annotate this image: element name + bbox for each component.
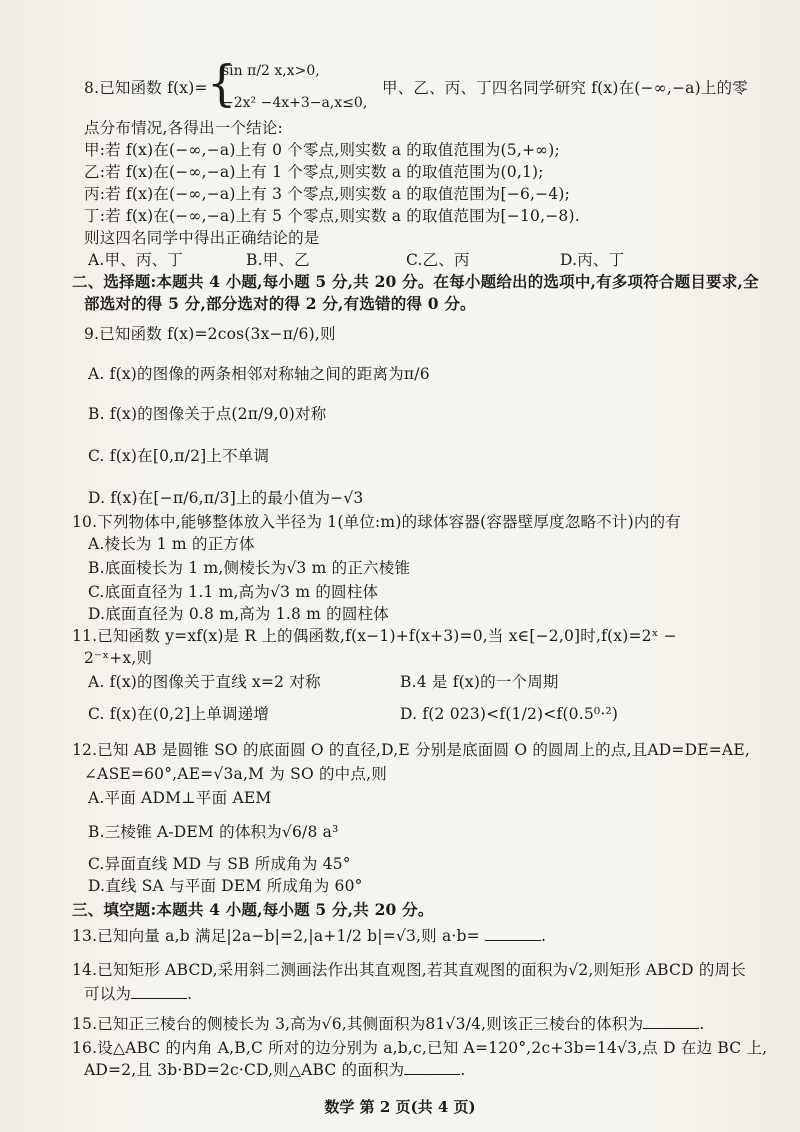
q14-line-2: 可以为 . [84, 985, 193, 1003]
q11-stem-2: 2⁻ˣ+x,则 [84, 649, 153, 667]
q14-answer-blank[interactable] [131, 984, 187, 999]
section-2-heading: 二、选择题:本题共 4 小题,每小题 5 分,共 20 分。在每小题给出的选项中,有多项符合题目要求,全 [72, 272, 759, 291]
q10-option-a: A.棱长为 1 m 的正方体 [88, 535, 255, 553]
q8-option-a: A.甲、丙、丁 [88, 251, 184, 269]
q8-option-c: C.乙、丙 [406, 251, 470, 269]
q16-line-1: 16.设△ABC 的内角 A,B,C 所对的边分别为 a,b,c,已知 A=120°,2c+3b=14√3,点 D 在边 BC 上, [72, 1039, 768, 1057]
q9-option-c: C. f(x)在[0,π/2]上不单调 [88, 447, 270, 465]
q12-option-a: A.平面 ADM⊥平面 AEM [88, 789, 272, 807]
q8-option-b: B.甲、乙 [246, 251, 310, 269]
q13-stem: 13.已知向量 a,b 满足|2a−b|=2,|a+1/2 b|=√3,则 a·b= . [72, 927, 547, 945]
q10-option-b: B.底面棱长为 1 m,侧棱长为√3 m 的正六棱锥 [88, 559, 411, 577]
q8-piece-1: sin π/2 x,x>0, [222, 63, 320, 79]
q12-option-c: C.异面直线 MD 与 SB 所成角为 45° [88, 855, 351, 873]
page-footer: 数学 第 2 页(共 4 页) [324, 1098, 476, 1116]
q14-text: 可以为 [84, 985, 132, 1003]
q9-option-b: B. f(x)的图像关于点(2π/9,0)对称 [88, 405, 327, 423]
q8-option-d: D.丙、丁 [560, 251, 625, 269]
q15-answer-blank[interactable] [643, 1014, 699, 1029]
q8-piece-2: −2x² −4x+3−a,x≤0, [222, 95, 368, 111]
q9-option-d: D. f(x)在[−π/6,π/3]上的最小值为−√3 [88, 489, 364, 507]
q9-stem: 9.已知函数 f(x)=2cos(3x−π/6),则 [84, 325, 336, 343]
q8-yi: 乙:若 f(x)在(−∞,−a)上有 1 个零点,则实数 a 的取值范围为(0,1); [84, 163, 544, 181]
q8-ding: 丁:若 f(x)在(−∞,−a)上有 5 个零点,则实数 a 的取值范围为[−10,−8). [84, 207, 580, 225]
q8-stem-a: 8.已知函数 f(x)= [84, 79, 208, 97]
q14-line-1: 14.已知矩形 ABCD,采用斜二测画法作出其直观图,若其直观图的面积为√2,则矩形 ABCD 的周长 [72, 961, 746, 979]
q13-answer-blank[interactable] [485, 926, 541, 941]
q12-option-d: D.直线 SA 与平面 DEM 所成角为 60° [88, 877, 363, 895]
q16-answer-blank[interactable] [404, 1060, 460, 1075]
q15-stem: 15.已知正三棱台的侧棱长为 3,高为√6,其侧面积为81√3/4,则该正三棱台的体积为 . [72, 1015, 705, 1033]
q8-bing: 丙:若 f(x)在(−∞,−a)上有 3 个零点,则实数 a 的取值范围为[−6,−4); [84, 185, 571, 203]
q16-line-2: AD=2,且 3b·BD=2c·CD,则△ABC 的面积为 . [84, 1061, 466, 1079]
q8-ask: 则这四名同学中得出正确结论的是 [84, 229, 320, 247]
q12-option-b: B.三棱锥 A-DEM 的体积为√6/8 a³ [88, 823, 339, 841]
q8-stem-b: 甲、乙、丙、丁四名同学研究 f(x)在(−∞,−a)上的零 [382, 79, 748, 97]
q11-option-d: D. f(2 023)<f(1/2)<f(0.5⁰·²) [400, 705, 619, 723]
q8-jia: 甲:若 f(x)在(−∞,−a)上有 0 个零点,则实数 a 的取值范围为(5,+∞); [84, 141, 560, 159]
piecewise-brace: { [207, 54, 237, 112]
q11-option-c: C. f(x)在(0,2]上单调递增 [88, 705, 270, 723]
section-2-heading-2: 部选对的得 5 分,部分选对的得 2 分,有选错的得 0 分。 [84, 294, 476, 313]
q8-line-2: 点分布情况,各得出一个结论: [84, 119, 283, 137]
q11-option-a: A. f(x)的图像关于直线 x=2 对称 [88, 673, 321, 691]
q12-stem-2: ∠ASE=60°,AE=√3a,M 为 SO 的中点,则 [84, 765, 387, 783]
q11-stem-1: 11.已知函数 y=xf(x)是 R 上的偶函数,f(x−1)+f(x+3)=0,当 x∈[−2,0]时,f(x)=2ˣ − [72, 627, 677, 645]
q9-option-a: A. f(x)的图像的两条相邻对称轴之间的距离为π/6 [88, 365, 430, 383]
section-3-heading: 三、填空题:本题共 4 小题,每小题 5 分,共 20 分。 [72, 900, 434, 919]
q12-stem-1: 12.已知 AB 是圆锥 SO 的底面圆 O 的直径,D,E 分别是底面圆 O 的圆周上的点,且AD=DE=AE, [72, 741, 750, 759]
q10-option-d: D.底面直径为 0.8 m,高为 1.8 m 的圆柱体 [88, 605, 389, 623]
q10-option-c: C.底面直径为 1.1 m,高为√3 m 的圆柱体 [88, 583, 379, 601]
q11-option-b: B.4 是 f(x)的一个周期 [400, 673, 559, 691]
q15-text: 15.已知正三棱台的侧棱长为 3,高为√6,其侧面积为81√3/4,则该正三棱台的体积为 [72, 1015, 644, 1033]
q13-text: 13.已知向量 a,b 满足|2a−b|=2,|a+1/2 b|=√3,则 a·b= [72, 927, 480, 945]
q10-stem: 10.下列物体中,能够整体放入半径为 1(单位:m)的球体容器(容器壁厚度忽略不计)内的有 [72, 513, 681, 531]
q16-text: AD=2,且 3b·BD=2c·CD,则△ABC 的面积为 [84, 1061, 405, 1079]
